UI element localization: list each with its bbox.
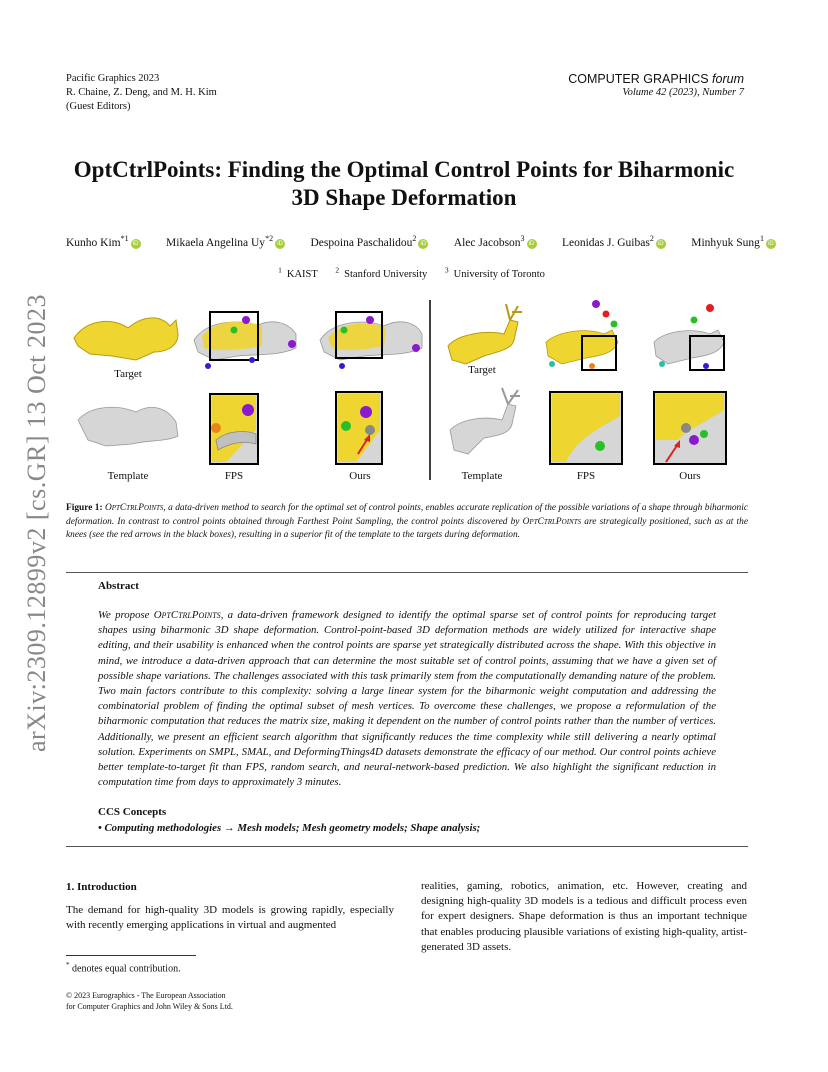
journal-name: COMPUTER GRAPHICS forum <box>568 72 744 86</box>
orcid-icon[interactable]: iD <box>766 239 776 249</box>
ours-zoom-right <box>654 392 726 464</box>
figure-label-template-right: Template <box>461 470 503 482</box>
figure-label-target-right: Target <box>468 364 496 376</box>
author: Kunho Kim$^{*1}$iD <box>66 234 141 249</box>
header-line: Pacific Graphics 2023 <box>66 73 160 84</box>
abstract-heading: Abstract <box>98 580 139 592</box>
teaser-figure <box>66 290 748 490</box>
divider-rule <box>66 846 748 847</box>
affiliation: $^1$ KAIST <box>278 265 318 280</box>
orcid-icon[interactable]: iD <box>275 239 285 249</box>
template-shape-left <box>78 407 178 446</box>
section-heading: 1. Introduction <box>66 881 137 893</box>
orcid-icon[interactable]: iD <box>527 239 537 249</box>
figure-illustration <box>66 290 748 490</box>
author-list <box>66 234 776 249</box>
arxiv-sidebar <box>20 288 54 758</box>
volume-line: Volume 42 (2023), Number 7 <box>622 87 744 98</box>
orcid-icon[interactable]: iD <box>131 239 141 249</box>
ccs-heading: CCS Concepts <box>98 806 167 818</box>
abstract-text: We propose OptCtrlPoints, a data-driven framework designed to identify the optimal sparse set of control points for reproducing target shapes using biharmonic 3D shape deformation. Control-point-based 3D deformation methods are widely utilized for interactive shape editing, and their usability is enhanced when the control points are sparse yet strategically distributed across the shape. With this objective in mind, we introduce a data-driven approach that can determine the most suitable set of control points, assuming that we have a given set of possible shape variations. The challenges associated with this task primarily stem from the computationally demanding nature of the problem. Two main factors contribute to this complexity: solving a large linear system for the biharmonic weight computation and addressing the combinatorial problem of finding the optimal subset of mesh vertices. To overcome these challenges, we propose a reformulation of the biharmonic computation that reduces the matrix size, making it dependent on the number of control points rather than the number of vertices. Additionally, we present an efficient search algorithm that significantly reduces the time complexity while still delivering a nearly optimal solution. Experiments on SMPL, SMAL, and DeformingThings4D datasets demonstrate the efficacy of our method. Our control points achieve better template-to-target fit than FPS, random search, and neural-network-based prediction. We also highlight the significant reduction in computation time from days to approximately 3 minutes. <box>98 609 716 789</box>
figure-label-ours-left: Ours <box>349 470 371 482</box>
orcid-icon[interactable]: iD <box>656 239 666 249</box>
conference-header <box>66 72 217 114</box>
ours-zoom-left <box>336 392 382 464</box>
target-shape-left <box>74 318 178 360</box>
target-shape-right <box>448 304 522 364</box>
intro-text-right: realities, gaming, robotics, animation, etc. However, creating and designing high-quality 3D models is a tedious and difficult process even for expert designers. Shape deformation is thus an important technique that enables producing plausible variations of existing high-quality, artist-generated 3D assets. <box>421 880 747 953</box>
deformed-deer-ours-top <box>654 304 724 370</box>
fps-zoom-right <box>550 392 622 464</box>
orcid-icon[interactable]: iD <box>418 239 428 249</box>
figure-caption: Figure 1: OptCtrlPoints, a data-driven method to search for the optimal set of control points, enables accurate replication of the possible variations of a shape through biharmonic deformation. In contrast to control points obtained through Farthest Point Sampling, the control points discovered by OptCtrlPoints are strategically positioned, such as at the knees (see the red arrows in the black boxes), resulting in a superior fit of the template to the targets during deformation. <box>66 503 748 541</box>
author: Mikaela Angelina Uy$^{*2}$iD <box>166 234 285 249</box>
author: Minhyuk Sung$^1$iD <box>691 234 776 249</box>
affiliations <box>0 265 828 280</box>
deformed-deer-fps-top <box>546 300 618 370</box>
figure-label-template-left: Template <box>107 470 149 482</box>
deformed-shape-fps-top <box>194 312 296 369</box>
deformed-shape-ours-top <box>320 312 422 369</box>
affiliation: $^2$ Stanford University <box>335 265 428 280</box>
divider-rule <box>66 572 748 573</box>
journal-header <box>568 72 744 100</box>
figure-label-fps-right: FPS <box>576 470 596 482</box>
ccs-concepts: • Computing methodologies → Mesh models; Mesh geometry models; Shape analysis; <box>98 822 481 834</box>
paper-title: OptCtrlPoints: Finding the Optimal Control Points for Biharmonic 3D Shape Deformation <box>73 157 735 210</box>
template-shape-right <box>450 388 520 454</box>
arxiv-identifier: arXiv:2309.12899v2 [cs.GR] 13 Oct 2023 <box>22 293 51 753</box>
figure-label-fps-left: FPS <box>224 470 244 482</box>
footnote: * denotes equal contribution. <box>66 961 181 975</box>
header-line: (Guest Editors) <box>66 101 131 112</box>
footnote-rule <box>66 955 196 956</box>
figure-label-ours-right: Ours <box>679 470 701 482</box>
copyright-notice: © 2023 Eurographics - The European Association for Computer Graphics and John Wiley & Sons Ltd. <box>66 991 233 1011</box>
author: Despoina Paschalidou$^2$iD <box>310 234 428 249</box>
author: Leonidas J. Guibas$^2$iD <box>562 234 666 249</box>
header-line: R. Chaine, Z. Deng, and M. H. Kim <box>66 87 217 98</box>
author: Alec Jacobson$^3$iD <box>454 234 537 249</box>
affiliation: $^3$ University of Toronto <box>444 265 545 280</box>
figure-label-target-left: Target <box>114 368 142 380</box>
fps-zoom-left <box>210 394 258 464</box>
intro-text-left: The demand for high-quality 3D models is growing rapidly, especially with recently emerging applications in virtual and augmented <box>66 904 394 932</box>
